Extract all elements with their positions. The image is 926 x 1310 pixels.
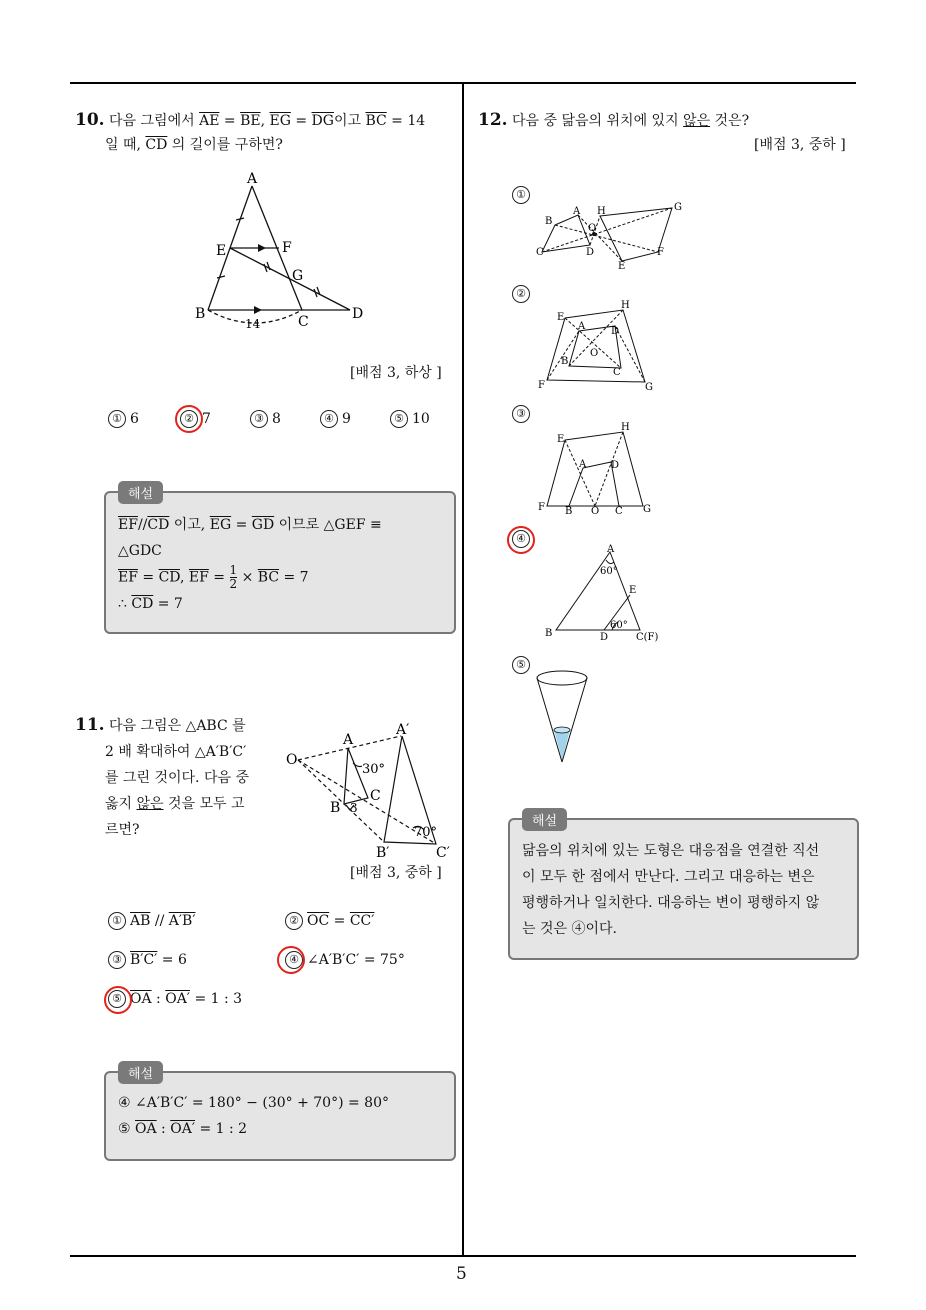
q12-score: [배점 3, 중하 ] (754, 137, 846, 153)
svg-text:A: A (573, 206, 581, 217)
svg-text:D: D (611, 460, 620, 471)
svg-text:A: A (578, 321, 586, 332)
svg-text:H: H (621, 422, 630, 433)
q10-figure (190, 168, 370, 338)
choice-number: ① (108, 410, 126, 428)
q11-choice-3[interactable]: ③ B′C′ = 6 (108, 951, 187, 969)
svg-text:E: E (216, 243, 227, 259)
q12-solution-text: 닮음의 위치에 있는 도형은 대응점을 연결한 직선 이 모두 한 점에서 만난다. 그리고 대응하는 변은 평행하거나 일치한다. 대응하는 변이 평행하지 않 는 것은 ④이다. (522, 843, 820, 937)
choice-value: 7 (202, 411, 211, 427)
svg-text:O: O (588, 223, 597, 234)
svg-text:D: D (586, 247, 595, 258)
svg-text:F: F (538, 380, 545, 391)
svg-text:C: C (536, 247, 544, 258)
q10-choice-1[interactable] (108, 410, 139, 428)
choice-number: ④ (320, 410, 338, 428)
svg-text:B: B (561, 356, 569, 367)
choice-number: ⑤ (390, 410, 408, 428)
choice-number: ② (180, 410, 198, 428)
q12-choice-num-4[interactable]: ④ (512, 530, 530, 548)
svg-text:A: A (343, 732, 354, 748)
q11-figure (278, 718, 458, 863)
svg-text:C(F): C(F) (636, 632, 659, 643)
q10-choice-3[interactable] (250, 410, 281, 428)
column-divider (462, 82, 464, 1257)
answer-mark-q10 (175, 405, 203, 433)
svg-text:B′: B′ (376, 845, 390, 861)
q10-score: [배점 3, 하상 ] (350, 365, 442, 381)
svg-text:G: G (645, 382, 653, 393)
svg-text:E: E (629, 585, 637, 596)
svg-text:F: F (538, 502, 545, 513)
svg-text:A: A (607, 544, 615, 555)
svg-text:C: C (615, 506, 623, 516)
svg-text:60°: 60° (600, 566, 618, 577)
q11-choice-2[interactable]: ② $\overline{OC} = CC'$ (285, 912, 374, 930)
q12-figure-1 (530, 195, 690, 275)
svg-text:30°: 30° (362, 762, 386, 777)
answer-mark-q12 (507, 526, 535, 554)
choice-value: 8 (272, 411, 281, 427)
svg-text:D: D (352, 306, 364, 322)
answer-mark-q11-4 (277, 946, 305, 974)
q12-figure-5-cone (530, 664, 596, 768)
svg-text:H: H (597, 206, 606, 217)
q12-figure-3 (535, 420, 665, 516)
choice-value: 9 (342, 411, 351, 427)
q11-choice-4[interactable]: ④ ∠A′B′C′ = 75° (285, 951, 405, 969)
svg-text:C: C (370, 788, 381, 804)
svg-text:O: O (286, 752, 298, 768)
svg-text:C: C (298, 314, 309, 330)
svg-text:B: B (195, 306, 206, 322)
q11-score: [배점 3, 중하 ] (350, 865, 442, 881)
q10-choice-4[interactable] (320, 410, 351, 428)
svg-text:H: H (621, 300, 630, 311)
svg-text:D: D (611, 326, 620, 337)
q10-solution-text: $\overline{EF}//\overline{CD}$ 이고, $\overline{EG} = \overline{GD}$ 이므로 △GEF ≡ △GDC $\overline{EF} = \overline{CD}$, $\overline{EF}$ = $\frac{1}{2}$ × $\overline{BC} = 7$ ∴ $\overline{CD} = 7$ (118, 517, 382, 612)
svg-text:O: O (590, 348, 599, 359)
bottom-rule (70, 1255, 856, 1257)
answer-mark-q11-5 (104, 986, 132, 1014)
svg-text:O: O (591, 506, 600, 516)
svg-text:B: B (545, 628, 553, 639)
svg-text:A: A (247, 171, 258, 187)
svg-text:B: B (565, 506, 573, 516)
choice-number: ③ (250, 410, 268, 428)
svg-text:A: A (579, 459, 587, 470)
svg-text:G: G (292, 268, 304, 284)
question-10: 10. 다음 그림에서 $\overline{AE} = \overline{BE}$, $\overline{EG} = \overline{DG}$이고 $\overline{BC} = 14$ 일 때, $\overline{CD}$ 의 길이를 구하면? (75, 110, 426, 153)
q11-solution-tag: 해설 (118, 1061, 163, 1084)
svg-text:G: G (643, 504, 651, 515)
svg-text:14: 14 (245, 317, 261, 331)
svg-text:C′: C′ (436, 845, 450, 861)
q11-choice-5[interactable]: ⑤ $\overline{OA}$ : OA′ = 1 : 3 (108, 990, 242, 1008)
question-number: 10. (75, 110, 105, 130)
q12-figure-2 (535, 298, 665, 394)
choice-value: 10 (412, 411, 430, 427)
q12-solution-tag: 해설 (522, 808, 567, 831)
q11-choice-1[interactable]: ① $\overline{AB} // A'B'$ (108, 912, 196, 930)
q12-choice-num-3[interactable]: ③ (512, 405, 530, 423)
svg-text:E: E (557, 312, 565, 323)
q10-solution-tag: 해설 (118, 481, 163, 504)
question-12: 12. 다음 중 닮음의 위치에 있지 않은 것은? (478, 110, 750, 130)
question-11: 11. 다음 그림은 △ABC 를 2 배 확대하여 △A′B′C′ 를 그린 것이다. 다음 중 옳지 않은 것을 모두 고 르면? (75, 715, 249, 838)
svg-text:C: C (613, 367, 621, 378)
svg-text:E: E (557, 434, 565, 445)
svg-text:F: F (282, 240, 292, 256)
q12-choice-num-1[interactable]: ① (512, 186, 530, 204)
svg-text:A′: A′ (396, 722, 410, 738)
page-number: 5 (456, 1264, 467, 1284)
q10-choice-5[interactable] (390, 410, 430, 428)
svg-text:F: F (657, 247, 664, 258)
q11-solution-text: ④ ∠A′B′C′ = 180° − (30° + 70°) = 80° ⑤ $\overline{OA}$ : OA′ = 1 : 2 (118, 1095, 389, 1137)
svg-text:70°: 70° (414, 825, 438, 840)
svg-text:E: E (618, 261, 626, 272)
svg-text:D: D (600, 632, 609, 643)
svg-text:B: B (545, 216, 553, 227)
svg-text:B: B (330, 800, 341, 816)
svg-text:G: G (674, 202, 682, 213)
svg-text:60°: 60° (610, 620, 628, 631)
q12-choice-num-2[interactable]: ② (512, 285, 530, 303)
q12-choice-num-5[interactable]: ⑤ (512, 656, 530, 674)
choice-value: 6 (130, 411, 139, 427)
q12-figure-4 (540, 540, 670, 645)
svg-text:3: 3 (350, 801, 358, 815)
